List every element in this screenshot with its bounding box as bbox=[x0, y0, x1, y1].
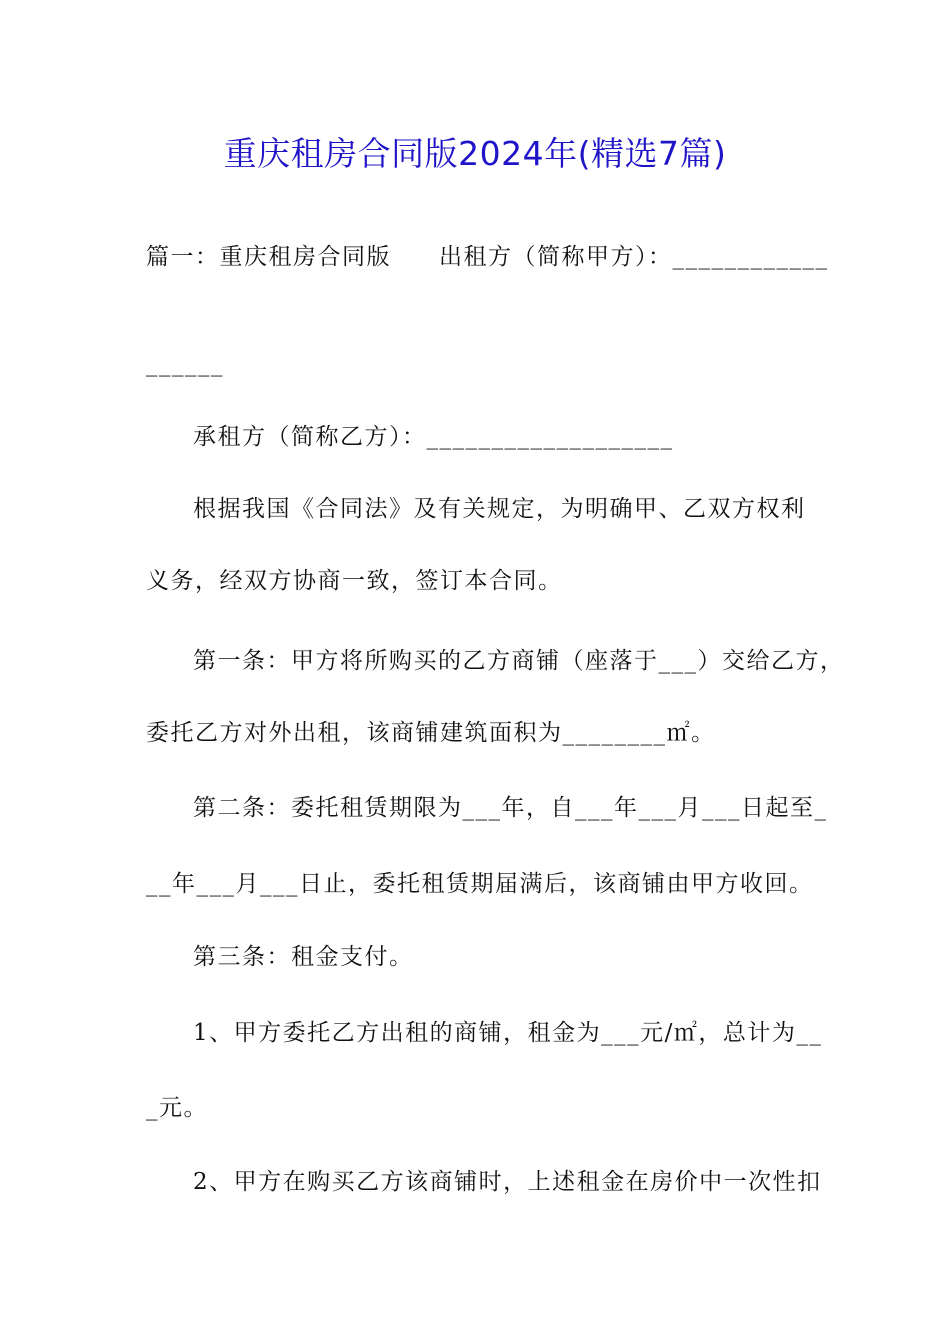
section-heading-line bbox=[146, 243, 829, 271]
article-2-line-2: __年___月___日止，委托租赁期届满后，该商铺由甲方收回。 bbox=[146, 871, 814, 897]
article-3-item-2-line-1: 2、甲方在购买乙方该商铺时，上述租金在房价中一次性扣 bbox=[193, 1169, 822, 1195]
paragraph-intro-line-2: 义务，经双方协商一致，签订本合同。 bbox=[146, 568, 563, 594]
section-heading: 篇一：重庆租房合同版 bbox=[146, 244, 391, 270]
article-1-line-2: 委托乙方对外出租，该商铺建筑面积为________㎡。 bbox=[146, 720, 716, 746]
document-title: 重庆租房合同版2024年(精选7篇) bbox=[223, 134, 727, 173]
paragraph-intro-line-1: 根据我国《合同法》及有关规定，为明确甲、乙双方权利 bbox=[193, 496, 806, 522]
article-2-line-1: 第二条：委托租赁期限为___年，自___年___月___日起至_ bbox=[193, 795, 828, 821]
article-3-item-1-line-2: _元。 bbox=[146, 1095, 208, 1121]
lessee-field: 承租方（简称乙方）：___________________ bbox=[193, 424, 674, 450]
lessor-field-continued: ______ bbox=[146, 351, 224, 377]
article-1-line-1: 第一条：甲方将所购买的乙方商铺（座落于___）交给乙方， bbox=[193, 648, 845, 674]
article-3-item-1-line-1: 1、甲方委托乙方出租的商铺，租金为___元/㎡，总计为__ bbox=[193, 1020, 823, 1046]
article-3-heading: 第三条：租金支付。 bbox=[193, 944, 414, 970]
lessor-field: 出租方（简称甲方）：____________ bbox=[439, 244, 829, 270]
